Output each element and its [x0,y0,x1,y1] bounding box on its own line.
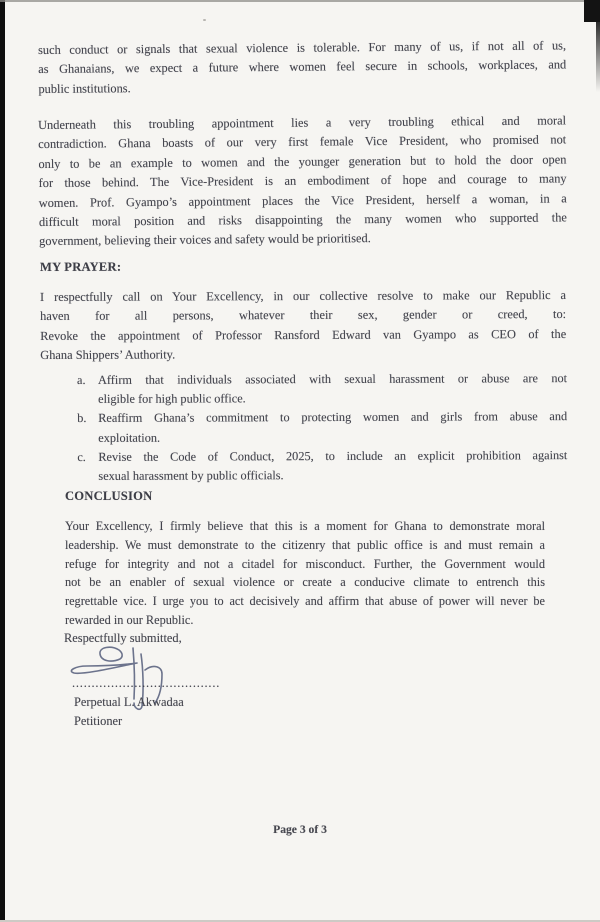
list-item-text [98,446,567,486]
page-number: Page 3 of 3 [273,823,327,836]
text-line: such conduct or signals that sexual violence is tolerable. For many of us, if not all of us, [38,38,567,57]
scan-corner-top-right [584,0,600,22]
text-line: Revoke the appointment of Professor Ransford Edward van Gyampo as CEO of the [40,326,567,343]
text-line: refuge for integrity and not a citadel for misconduct. Further, the Government would [65,556,545,571]
text-line: government, believing their voices and safety would be prioritised. [39,231,371,249]
closing-salutation: Respectfully submitted, [64,631,182,645]
heading-my-prayer: MY PRAYER: [40,259,122,274]
text-line: Your Excellency, I firmly believe that this is a moment for Ghana to demonstrate moral [65,519,545,533]
text-line: for those behind. The Vice-President is an embodiment of hope and courage to many [38,171,567,191]
petitioner-name: Perpetual L. Akwadaa [74,695,184,709]
text-line: Underneath this troubling appointment lies a very troubling ethical and moral [38,113,567,132]
text-line: eligible for high public office. [98,391,246,407]
text-line: rewarded in our Republic. [65,612,194,627]
scan-speck [203,19,206,21]
text-line: Affirm that individuals associated with sexual harassment or abuse are not [98,371,568,387]
text-line: I respectfully call on Your Excellency, in our collective resolve to make our Republic a [40,287,567,304]
text-line: sexual harassment by public officials. [98,468,284,483]
text-line: leadership. We must demonstrate to the citizenry that public office is and must remain a [65,537,545,552]
text-line: Ghana Shippers’ Authority. [40,347,176,363]
list-item [77,446,567,486]
text-line: women. Prof. Gyampo’s appointment places the Vice President, herself a woman, in a [38,191,567,210]
heading-conclusion: CONCLUSION [65,489,153,503]
text-line: contradiction. Ghana boasts of our very first female Vice President, who promised not [38,132,567,152]
text-line: regrettable vice. I urge you to act decisively and affirm that abuse of power will never be [65,594,545,609]
list-marker: a. [77,372,86,387]
paragraph-vice-president [38,111,567,251]
text-line: Revise the Code of Conduct, 2025, to include an explicit prohibition against [98,447,568,464]
list-item-text [98,408,567,448]
paragraph-conclusion [65,517,545,630]
text-line: haven for all persons, whatever their sex, gender or creed, to: [40,307,567,324]
text-line: only to be an example to women and the younger generation but to hold the door open [38,152,567,171]
text-line: exploitation. [98,430,161,445]
list-marker: c. [77,449,86,464]
text-line: as Ghanaians, we expect a future where women feel secure in schools, workplaces, and [38,57,567,77]
list-marker: b. [77,411,87,426]
list-item [77,369,567,409]
request-list [77,369,567,486]
signature-line: ...................................... [72,676,221,690]
paragraph-prayer [40,286,566,366]
text-line: difficult moral position and risks disappointing the many women who supported the [38,210,567,230]
petitioner-title: Petitioner [74,714,123,728]
text-line: not be an enabler of sexual violence or create a conducive climate to entrench this [65,575,545,590]
scan-edge-right [596,22,600,92]
list-item [77,408,567,448]
scan-edge-left [0,0,5,922]
text-line: Reaffirm Ghana’s commitment to protecting women and girls from abuse and [98,409,568,426]
paragraph-tolerance [38,36,566,99]
list-item-text [98,369,567,409]
scan-edge-top [0,0,600,2]
text-line: public institutions. [38,81,131,96]
